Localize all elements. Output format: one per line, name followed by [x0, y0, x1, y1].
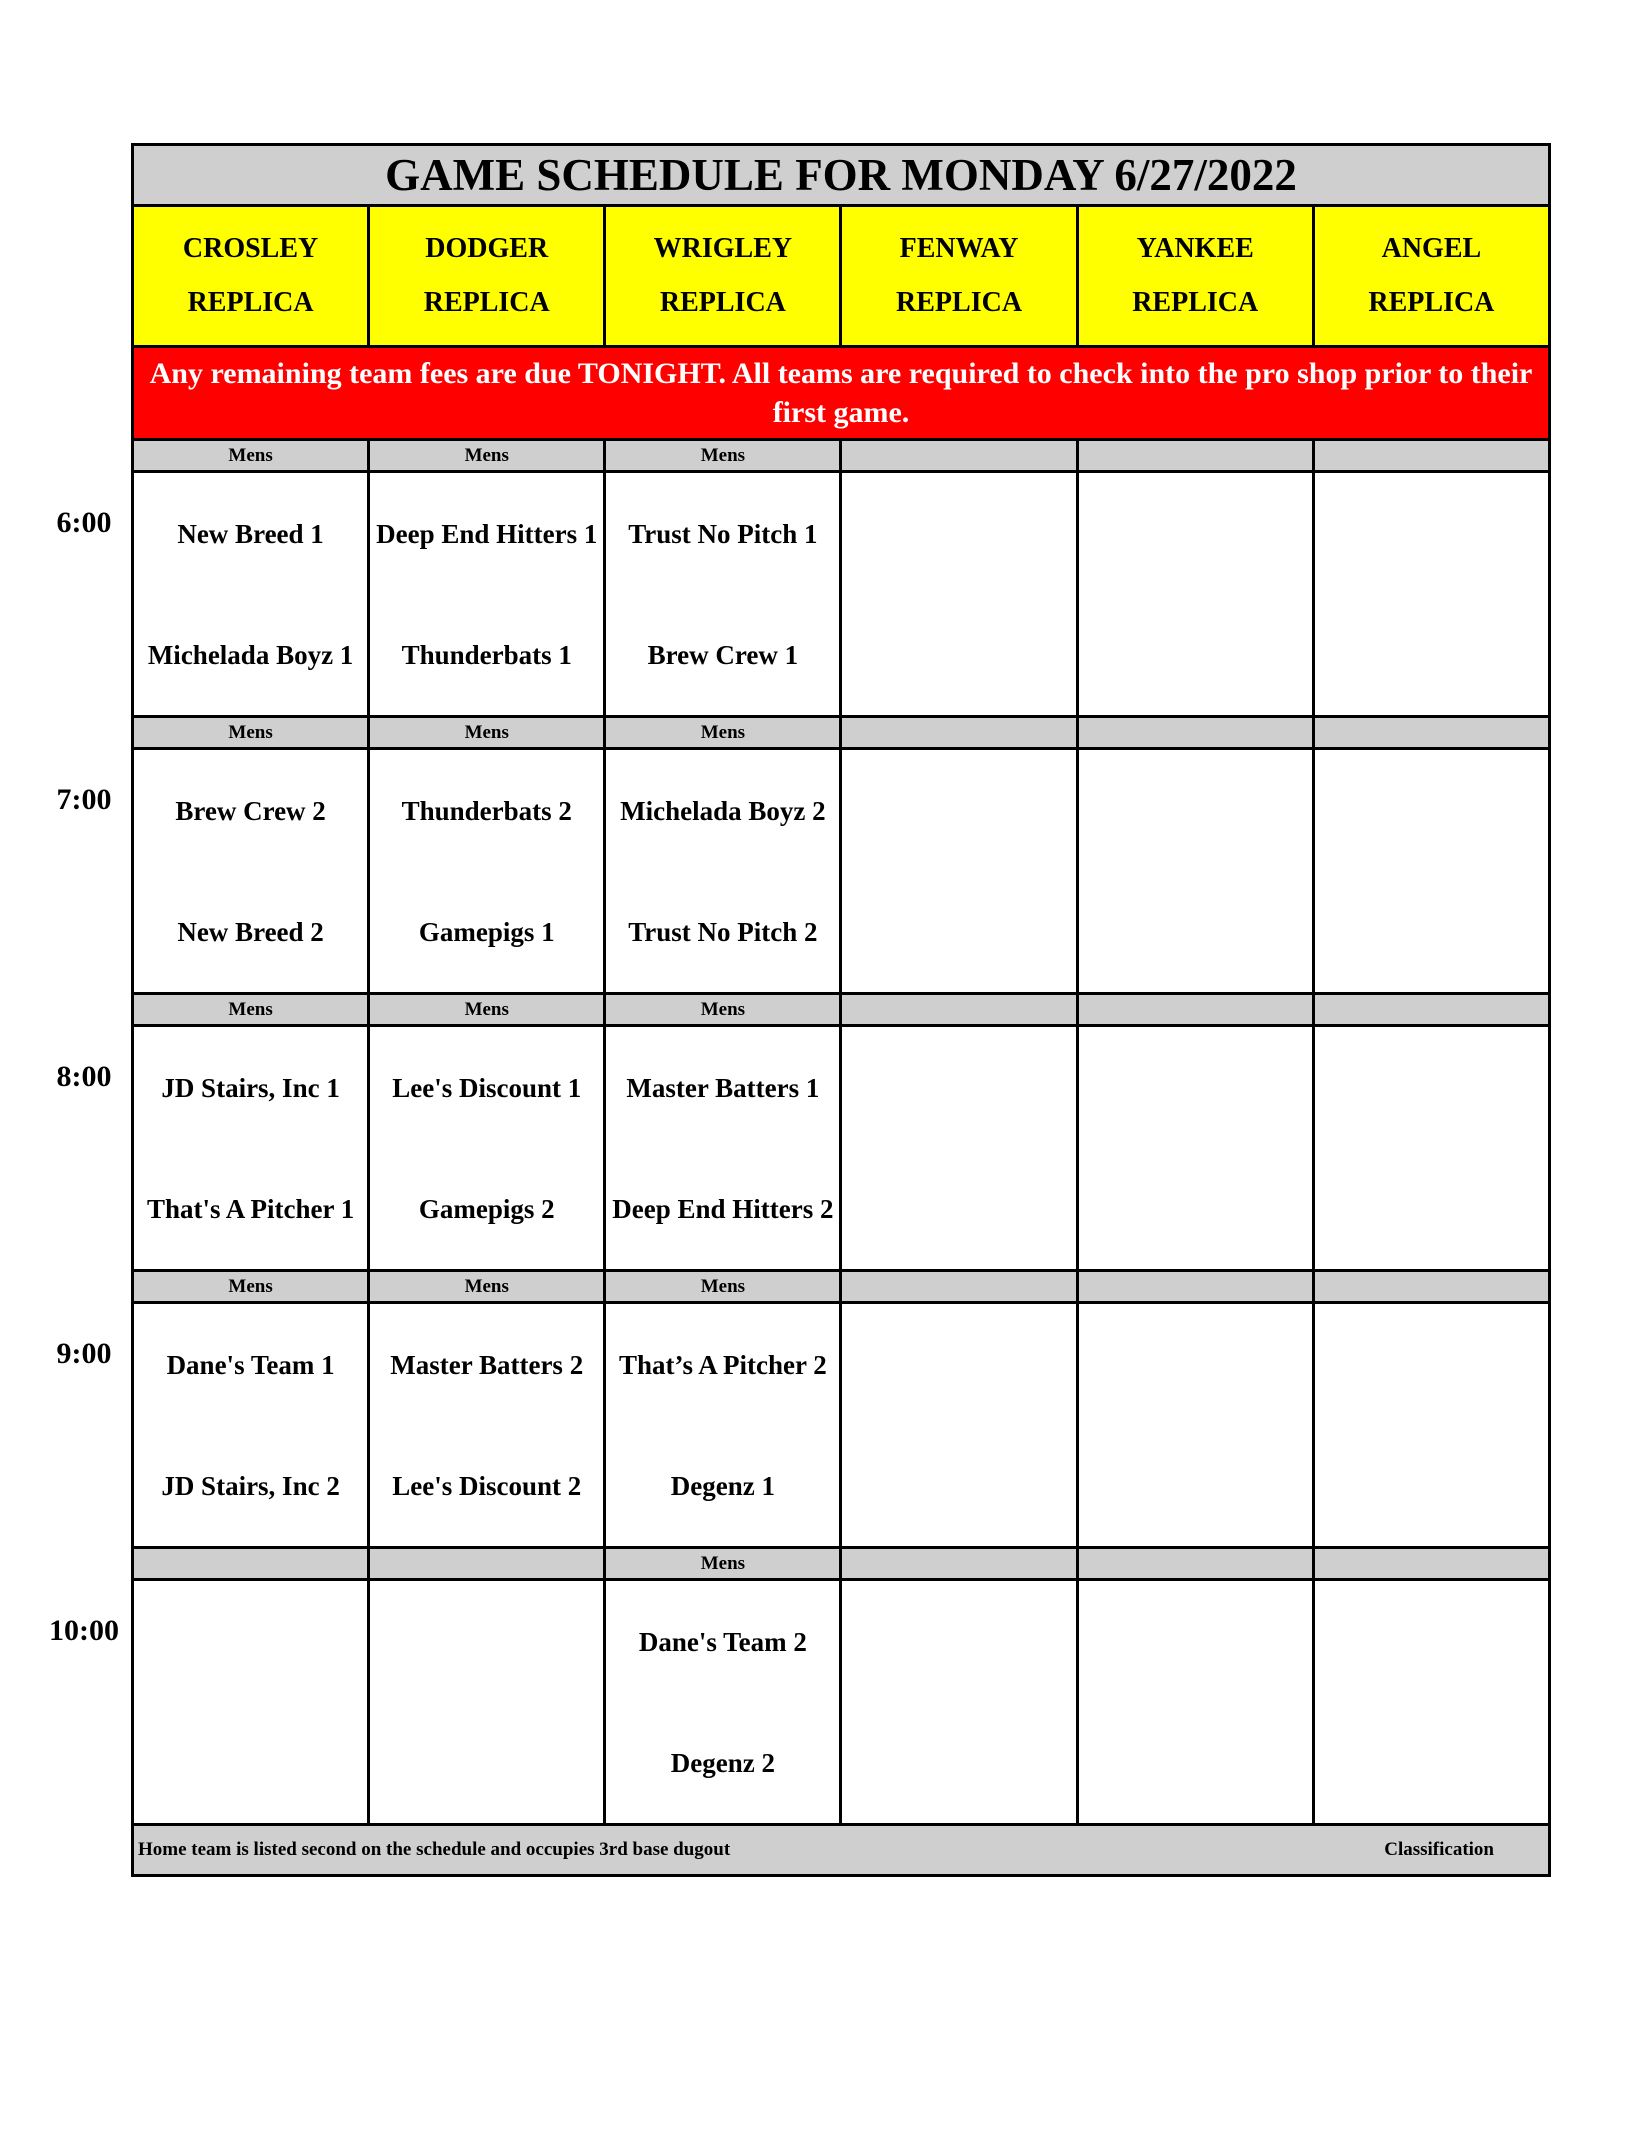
classification-cell: [1077, 440, 1313, 472]
home-team: [1079, 1425, 1312, 1546]
time-label: 9:00: [56, 1337, 112, 1370]
away-team: JD Stairs, Inc 1: [161, 1072, 340, 1103]
home-team: [1315, 1425, 1548, 1546]
home-team: [1079, 871, 1312, 992]
classification-cell: Mens: [605, 717, 841, 749]
home-team: [842, 871, 1075, 992]
classification-cell: Mens: [369, 717, 605, 749]
field-header: [1313, 206, 1549, 347]
away-team: [1315, 1027, 1548, 1148]
home-team: [1315, 1702, 1548, 1823]
home-team: [842, 1148, 1075, 1269]
field-type: REPLICA: [1368, 287, 1495, 318]
field-type: REPLICA: [1132, 287, 1259, 318]
home-team: Degenz 2: [670, 1747, 775, 1778]
field-name: WRIGLEY: [653, 233, 793, 264]
time-label: 7:00: [56, 783, 112, 816]
away-team: [1079, 1581, 1312, 1702]
classification-cell: Mens: [369, 440, 605, 472]
field-header: [841, 206, 1077, 347]
away-team: Master Batters 1: [626, 1072, 820, 1103]
field-name: ANGEL: [1381, 233, 1482, 264]
game-cell: [1077, 1580, 1313, 1825]
field-type: REPLICA: [659, 287, 786, 318]
classification-cell: [841, 994, 1077, 1026]
game-cell: [133, 1026, 369, 1271]
game-cell: [841, 1026, 1077, 1271]
away-team: [1079, 473, 1312, 594]
home-team: [842, 594, 1075, 715]
home-team: Gamepigs 2: [418, 1193, 555, 1224]
classification-row: [133, 994, 1550, 1026]
game-cell: [1077, 749, 1313, 994]
game-cell: [841, 472, 1077, 717]
home-team: That's A Pitcher 1: [146, 1193, 355, 1224]
game-cell: [841, 1580, 1077, 1825]
game-cell: [133, 1580, 369, 1825]
classification-cell: [1077, 717, 1313, 749]
classification-cell: Mens: [605, 994, 841, 1026]
time-label: 10:00: [49, 1614, 119, 1647]
home-team: [1079, 1702, 1312, 1823]
classification-cell: Mens: [133, 994, 369, 1026]
classification-cell: [1313, 1548, 1549, 1580]
away-team: [1315, 1304, 1548, 1425]
home-team-note: Home team is listed second on the schedule and occupies 3rd base dugout: [138, 1839, 731, 1860]
away-team: [1315, 1581, 1548, 1702]
home-team: Trust No Pitch 2: [628, 916, 818, 947]
away-team: Thunderbats 2: [401, 795, 572, 826]
classification-row: [133, 1271, 1550, 1303]
classification-row: [133, 440, 1550, 472]
field-header: [133, 206, 369, 347]
away-team: Dane's Team 1: [166, 1349, 335, 1380]
game-cell: [605, 472, 841, 717]
away-team: [370, 1581, 603, 1702]
classification-cell: Mens: [605, 1548, 841, 1580]
classification-cell: Mens: [133, 1271, 369, 1303]
game-cell: [1313, 1303, 1549, 1548]
away-team: New Breed 1: [177, 518, 324, 549]
classification-cell: [841, 440, 1077, 472]
classification-cell: [369, 1548, 605, 1580]
game-cell: [133, 1303, 369, 1548]
classification-row: [133, 1548, 1550, 1580]
away-team: That’s A Pitcher 2: [619, 1349, 827, 1380]
home-team: Deep End Hitters 2: [612, 1193, 834, 1224]
classification-cell: [841, 717, 1077, 749]
home-team: [134, 1702, 367, 1823]
away-team: Brew Crew 2: [175, 795, 326, 826]
game-cell: [1313, 1580, 1549, 1825]
game-cell: [1077, 472, 1313, 717]
classification-cell: Mens: [605, 440, 841, 472]
game-cell: [369, 1580, 605, 1825]
classification-cell: Mens: [133, 440, 369, 472]
classification-cell: [133, 1548, 369, 1580]
home-team: JD Stairs, Inc 2: [161, 1470, 340, 1501]
home-team: [1079, 594, 1312, 715]
home-team: Degenz 1: [670, 1470, 775, 1501]
classification-cell: [1313, 717, 1549, 749]
classification-cell: Mens: [369, 1271, 605, 1303]
home-team: Lee's Discount 2: [392, 1470, 582, 1501]
schedule-title: GAME SCHEDULE FOR MONDAY 6/27/2022: [133, 145, 1550, 206]
classification-cell: [1077, 994, 1313, 1026]
classification-cell: Mens: [605, 1271, 841, 1303]
classification-cell: Mens: [369, 994, 605, 1026]
time-label: 8:00: [56, 1060, 112, 1093]
away-team: [842, 1304, 1075, 1425]
game-cell: [605, 1580, 841, 1825]
game-row: [133, 1580, 1550, 1825]
away-team: [842, 750, 1075, 871]
game-cell: [1077, 1303, 1313, 1548]
game-cell: [1313, 749, 1549, 994]
field-name: CROSLEY: [182, 233, 319, 264]
field-header-row: [133, 206, 1550, 347]
field-header: [1077, 206, 1313, 347]
game-cell: [133, 472, 369, 717]
home-team: [1315, 1148, 1548, 1269]
classification-cell: [1313, 440, 1549, 472]
home-team: Michelada Boyz 1: [147, 639, 354, 670]
away-team: [1079, 1027, 1312, 1148]
game-cell: [133, 749, 369, 994]
home-team: Gamepigs 1: [418, 916, 555, 947]
away-team: Deep End Hitters 1: [376, 518, 598, 549]
away-team: Michelada Boyz 2: [620, 795, 826, 826]
away-team: [1079, 750, 1312, 871]
away-team: Master Batters 2: [390, 1349, 584, 1380]
game-cell: [1313, 1026, 1549, 1271]
field-type: REPLICA: [423, 287, 550, 318]
game-cell: [841, 749, 1077, 994]
field-name: YANKEE: [1136, 233, 1254, 264]
game-cell: [605, 1026, 841, 1271]
home-team: [1079, 1148, 1312, 1269]
game-cell: [1313, 472, 1549, 717]
home-team: [1315, 871, 1548, 992]
field-header: [605, 206, 841, 347]
classification-cell: [1077, 1271, 1313, 1303]
schedule-table: [131, 143, 1551, 1877]
away-team: [842, 473, 1075, 594]
game-row: [133, 1303, 1550, 1548]
home-team: [842, 1425, 1075, 1546]
away-team: [134, 1581, 367, 1702]
classification-cell: [1313, 1271, 1549, 1303]
game-cell: [605, 1303, 841, 1548]
classification-row: [133, 717, 1550, 749]
away-team: Trust No Pitch 1: [628, 518, 818, 549]
away-team: [842, 1027, 1075, 1148]
game-cell: [841, 1303, 1077, 1548]
game-row: [133, 1026, 1550, 1271]
field-name: DODGER: [425, 233, 549, 264]
home-team: [370, 1702, 603, 1823]
home-team: Brew Crew 1: [647, 639, 799, 670]
classification-cell: [841, 1548, 1077, 1580]
classification-cell: [1077, 1548, 1313, 1580]
game-cell: [369, 1303, 605, 1548]
game-cell: [1077, 1026, 1313, 1271]
field-header: [369, 206, 605, 347]
game-row: [133, 749, 1550, 994]
field-name: FENWAY: [899, 233, 1019, 264]
away-team: [1315, 473, 1548, 594]
classification-cell: [1313, 994, 1549, 1026]
game-cell: [369, 749, 605, 994]
away-team: Dane's Team 2: [638, 1626, 807, 1657]
classification-label: Classification: [1384, 1839, 1494, 1860]
game-cell: [369, 1026, 605, 1271]
home-team: [1315, 594, 1548, 715]
away-team: [842, 1581, 1075, 1702]
classification-cell: [841, 1271, 1077, 1303]
home-team: Thunderbats 1: [401, 639, 572, 670]
classification-cell: Mens: [133, 717, 369, 749]
time-label: 6:00: [56, 506, 112, 539]
home-team: [842, 1702, 1075, 1823]
away-team: [1079, 1304, 1312, 1425]
game-cell: [605, 749, 841, 994]
away-team: Lee's Discount 1: [392, 1072, 582, 1103]
game-row: [133, 472, 1550, 717]
game-cell: [369, 472, 605, 717]
schedule-footer: [133, 1825, 1550, 1876]
fee-notice: Any remaining team fees are due TONIGHT. All teams are required to check into the pro shop prior to their first game.: [133, 347, 1550, 440]
field-type: REPLICA: [187, 287, 314, 318]
home-team: New Breed 2: [177, 916, 324, 947]
field-type: REPLICA: [896, 287, 1023, 318]
away-team: [1315, 750, 1548, 871]
